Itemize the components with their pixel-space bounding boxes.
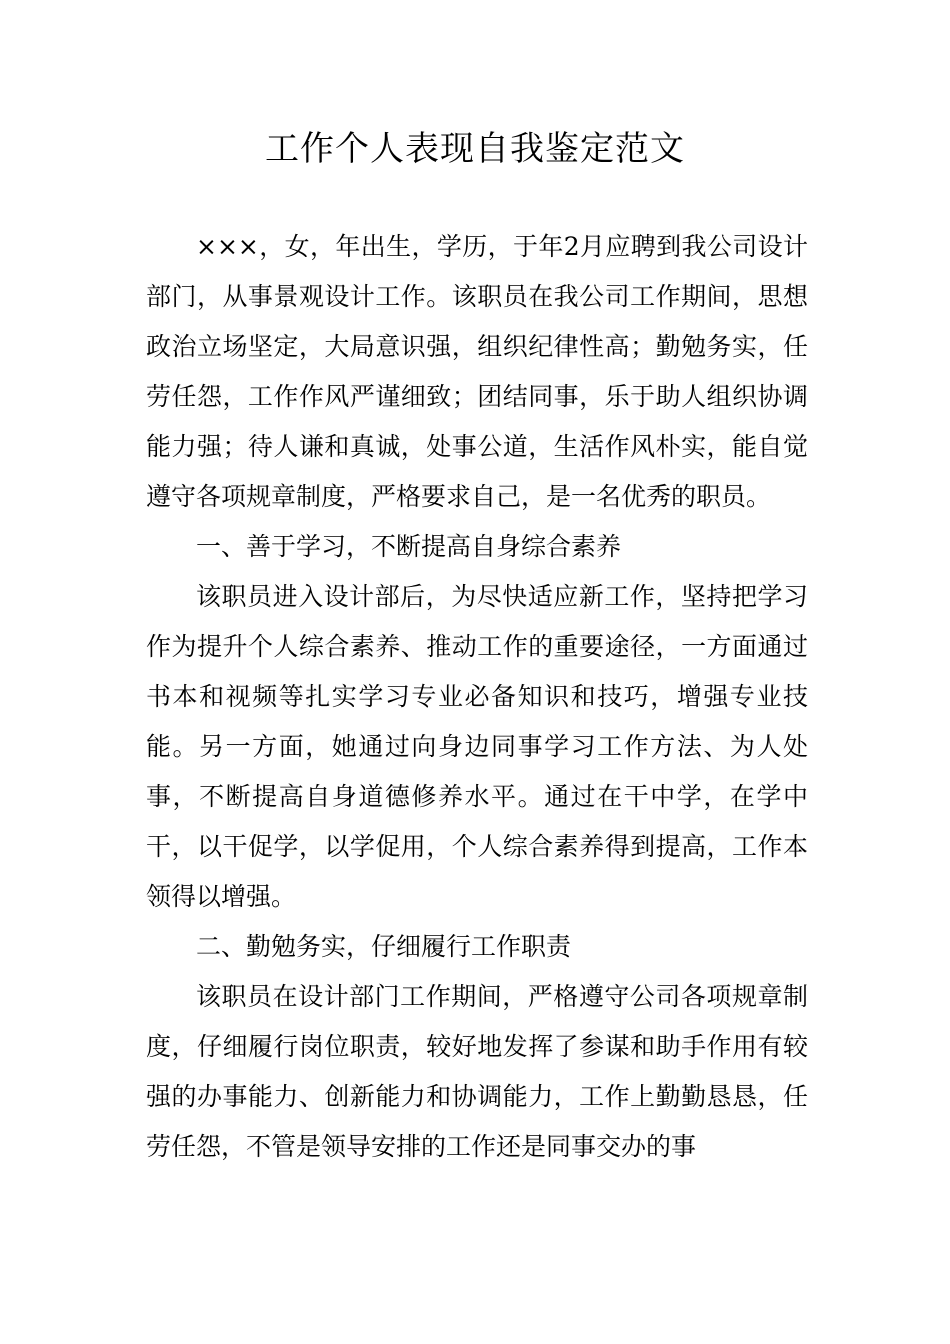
document-title: 工作个人表现自我鉴定范文 bbox=[265, 129, 685, 169]
paragraph-section-2: 该职员在设计部门工作期间，严格遵守公司各项规章制度，仔细履行岗位职责，较好地发挥了参谋和助手作用有较强的办事能力、创新能力和协调能力，工作上勤勤恳恳，任劳任怨，不管是领导安排的工作还是同事交办的事 bbox=[146, 982, 808, 1161]
paragraph-section-1: 该职员进入设计部后，为尽快适应新工作，坚持把学习作为提升个人综合素养、推动工作的重要途径，一方面通过书本和视频等扎实学习专业必备知识和技巧，增强专业技能。另一方面，她通过向身边同事学习工作方法、为人处事，不断提高自身道德修养水平。通过在干中学，在学中干，以干促学，以学促用，个人综合素养得到提高，工作本领得以增强。 bbox=[146, 582, 808, 911]
paragraph-intro: ×××，女，年出生，学历，于年2月应聘到我公司设计部门，从事景观设计工作。该职员在我公司工作期间，思想政治立场坚定，大局意识强，组织纪律性高；勤勉务实，任劳任怨，工作作风严谨细致；团结同事，乐于助人组织协调能力强；待人谦和真诚，处事公道，生活作风朴实，能自觉遵守各项规章制度，严格要求自己，是一名优秀的职员。 bbox=[146, 232, 808, 511]
section-heading-2: 二、勤勉务实，仔细履行工作职责 bbox=[196, 932, 572, 961]
document-body bbox=[146, 222, 808, 1172]
section-heading-1: 一、善于学习，不断提高自身综合素养 bbox=[196, 532, 622, 561]
